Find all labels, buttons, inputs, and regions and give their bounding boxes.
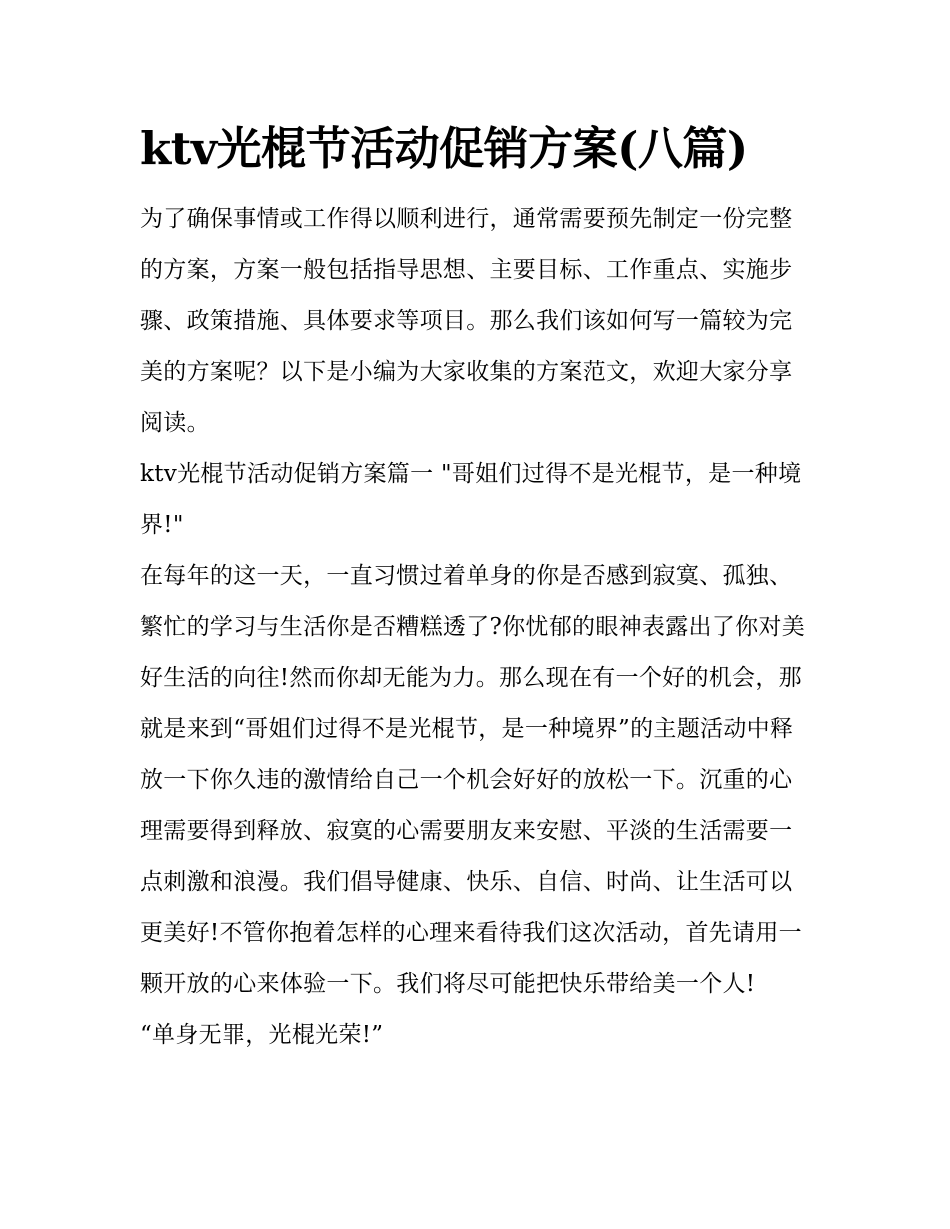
slogan-paragraph: “单身无罪，光棍光荣!” [140, 1022, 384, 1048]
document-title: ktv光棍节活动促销方案(八篇) [140, 122, 748, 175]
section-heading-paragraph: ktv光棍节活动促销方案篇一 "哥姐们过得不是光棍节，是一种境界!" [140, 461, 802, 538]
document-page [140, 118, 812, 1061]
body-paragraph: 在每年的这一天，一直习惯过着单身的你是否感到寂寞、孤独、繁忙的学习与生活你是否糟糕透了?你忧郁的眼神表露出了你对美好生活的向往!然而你却无能为力。那么现在有一个好的机会，那就是来到“哥姐们过得不是光棍节，是一种境界”的主题活动中释放一下你久违的激情给自己一个机会好好的放松一下。沉重的心理需要得到释放、寂寞的心需要朋友来安慰、平淡的生活需要一点刺激和浪漫。我们倡导健康、快乐、自信、时尚、让生活可以更美好!不管你抱着怎样的心理来看待我们这次活动，首先请用一颗开放的心来体验一下。我们将尽可能把快乐带给美一个人! [140, 563, 806, 997]
intro-paragraph: 为了确保事情或工作得以顺利进行，通常需要预先制定一份完整的方案，方案一般包括指导思想、主要目标、工作重点、实施步骤、政策措施、具体要求等项目。那么我们该如何写一篇较为完美的方案呢？以下是小编为大家收集的方案范文，欢迎大家分享阅读。 [140, 206, 793, 436]
